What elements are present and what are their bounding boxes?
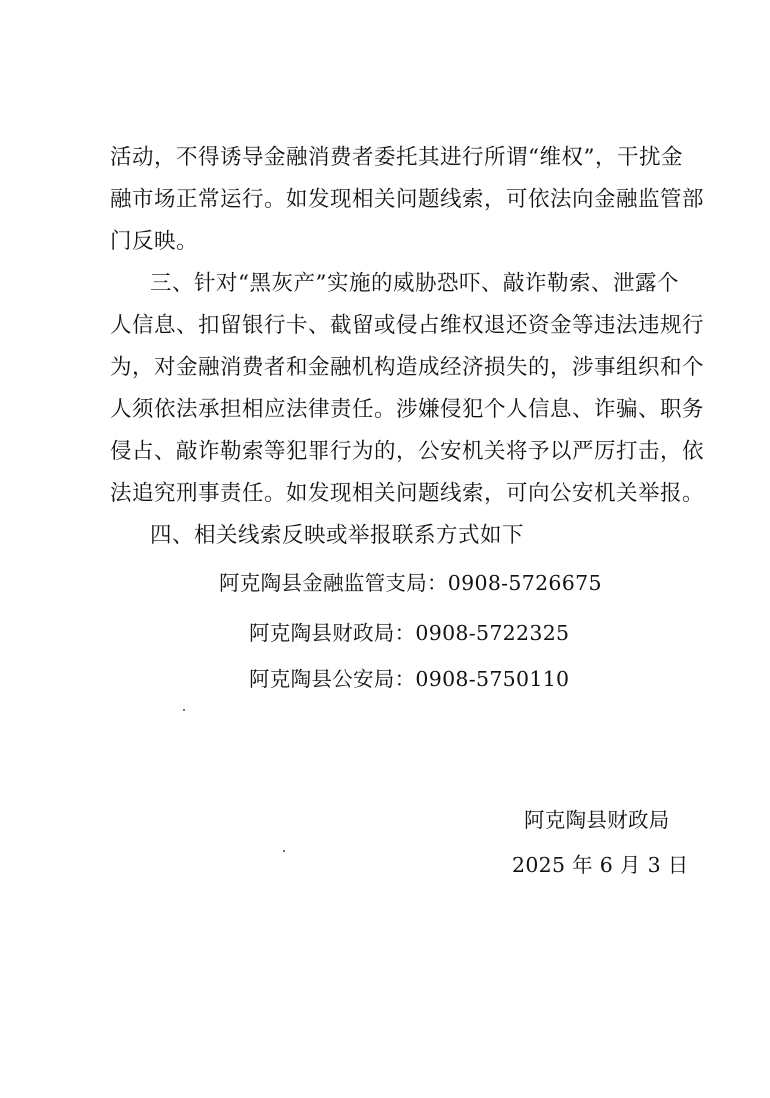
paragraph-1-line-1: 活动，不得诱导金融消费者委托其进行所谓“维权”，干扰金 — [110, 145, 683, 170]
scan-speck — [183, 709, 185, 711]
signature-org: 阿克陶县财政局 — [524, 808, 670, 832]
paragraph-2-line-1: 三、针对“黑灰产”实施的威胁恐吓、敲诈勒索、泄露个 — [150, 271, 679, 296]
paragraph-2-line-5: 侵占、敲诈勒索等犯罪行为的，公安机关将予以严厉打击，依 — [110, 439, 705, 464]
paragraph-2-line-2: 人信息、扣留银行卡、截留或侵占维权退还资金等违法违规行 — [110, 313, 705, 338]
paragraph-2-line-3: 为，对金融消费者和金融机构造成经济损失的，涉事组织和个 — [110, 355, 705, 380]
scan-speck — [283, 850, 285, 852]
contact-public-security-bureau: 阿克陶县公安局：0908-5750110 — [249, 667, 570, 691]
paragraph-2-line-4: 人须依法承担相应法律责任。涉嫌侵犯个人信息、诈骗、职务 — [110, 397, 705, 422]
paragraph-1-line-3: 门反映。 — [110, 229, 199, 254]
contact-financial-regulator: 阿克陶县金融监管支局：0908-5726675 — [219, 571, 602, 595]
paragraph-3-line-1: 四、相关线索反映或举报联系方式如下 — [150, 523, 525, 548]
signature-date: 2025 年 6 月 3 日 — [512, 853, 689, 877]
paragraph-2-line-6: 法追究刑事责任。如发现相关问题线索，可向公安机关举报。 — [110, 481, 705, 506]
contact-finance-bureau: 阿克陶县财政局：0908-5722325 — [249, 621, 570, 645]
paragraph-1-line-2: 融市场正常运行。如发现相关问题线索，可依法向金融监管部 — [110, 187, 705, 212]
